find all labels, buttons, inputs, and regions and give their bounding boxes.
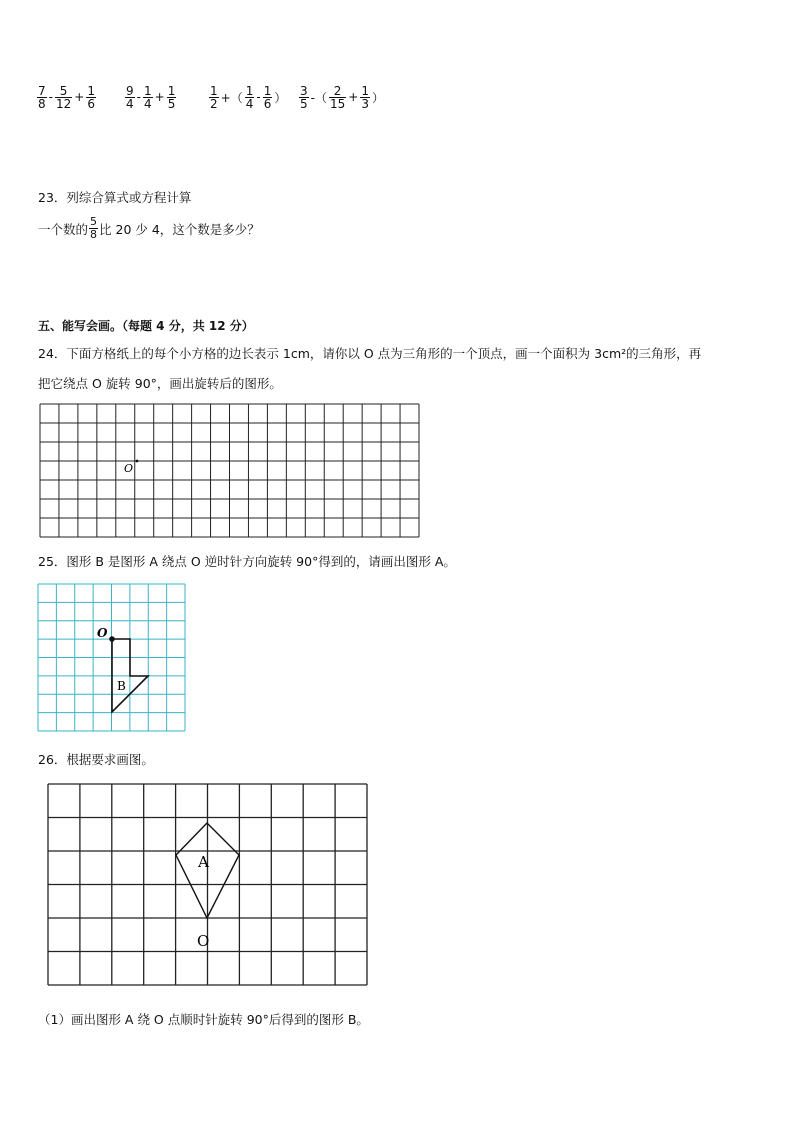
fraction: $\frac{1}{4}$ xyxy=(245,83,254,111)
operator: - xyxy=(48,90,53,104)
fraction: $\frac{1}{6}$ xyxy=(87,83,95,111)
question-text: 比 20 少 4，这个数是多少？ xyxy=(99,221,260,237)
problem-26-sub1: （1）画出图形 A 绕 O 点顺时针旋转 90°后得到的图形 B。 xyxy=(38,1012,369,1027)
question-text: 一个数的 xyxy=(38,221,89,237)
fraction: $\frac{5}{12}$ xyxy=(55,83,72,111)
operator: + xyxy=(154,90,165,104)
fraction: $\frac{1}{5}$ xyxy=(167,83,176,111)
fraction: $\frac{5}{8}$ xyxy=(90,215,98,241)
operator: + xyxy=(348,90,359,104)
problem-25-text: 25．图形 B 是图形 A 绕点 O 逆时针方向旋转 90°得到的，请画出图形 A。 xyxy=(38,554,456,569)
grid-26-lines xyxy=(48,784,367,985)
operator: +（ xyxy=(220,90,243,105)
problem-24-line2: 把它绕点 O 旋转 90°，画出旋转后的图形。 xyxy=(38,376,282,391)
section-heading: 五、能写会画。（每题 4 分，共 12 分） xyxy=(38,319,254,333)
problem-24-line1: 24．下面方格纸上的每个小方格的边长表示 1cm，请你以 O 点为三角形的一个顶点，画一个面积为 3cm²的三角形，再 xyxy=(38,346,702,361)
fraction: $\frac{1}{3}$ xyxy=(361,83,369,111)
problem-23-title: 23．列综合算式或方程计算 xyxy=(38,190,192,205)
fraction: $\frac{1}{2}$ xyxy=(210,83,218,111)
operator: - xyxy=(256,90,261,104)
fraction: $\frac{3}{5}$ xyxy=(300,83,308,111)
fraction: $\frac{9}{4}$ xyxy=(126,83,134,111)
point-o-label: O xyxy=(124,462,134,475)
fraction: $\frac{7}{8}$ xyxy=(38,83,46,111)
point-o-label: O xyxy=(197,932,210,950)
operator: -（ xyxy=(310,90,327,105)
operator: + xyxy=(74,90,85,104)
shape-a-label: A xyxy=(198,853,209,871)
problem-26-text: 26．根据要求画图。 xyxy=(38,752,154,767)
point-o-label: O xyxy=(97,626,108,640)
fraction: $\frac{1}{4}$ xyxy=(143,83,152,111)
operator: - xyxy=(136,90,141,104)
fraction: $\frac{1}{6}$ xyxy=(263,83,272,111)
operator: ） xyxy=(371,90,384,105)
operator: ） xyxy=(274,90,287,105)
shape-b-label: B xyxy=(117,679,126,693)
fraction: $\frac{2}{15}$ xyxy=(329,83,346,111)
